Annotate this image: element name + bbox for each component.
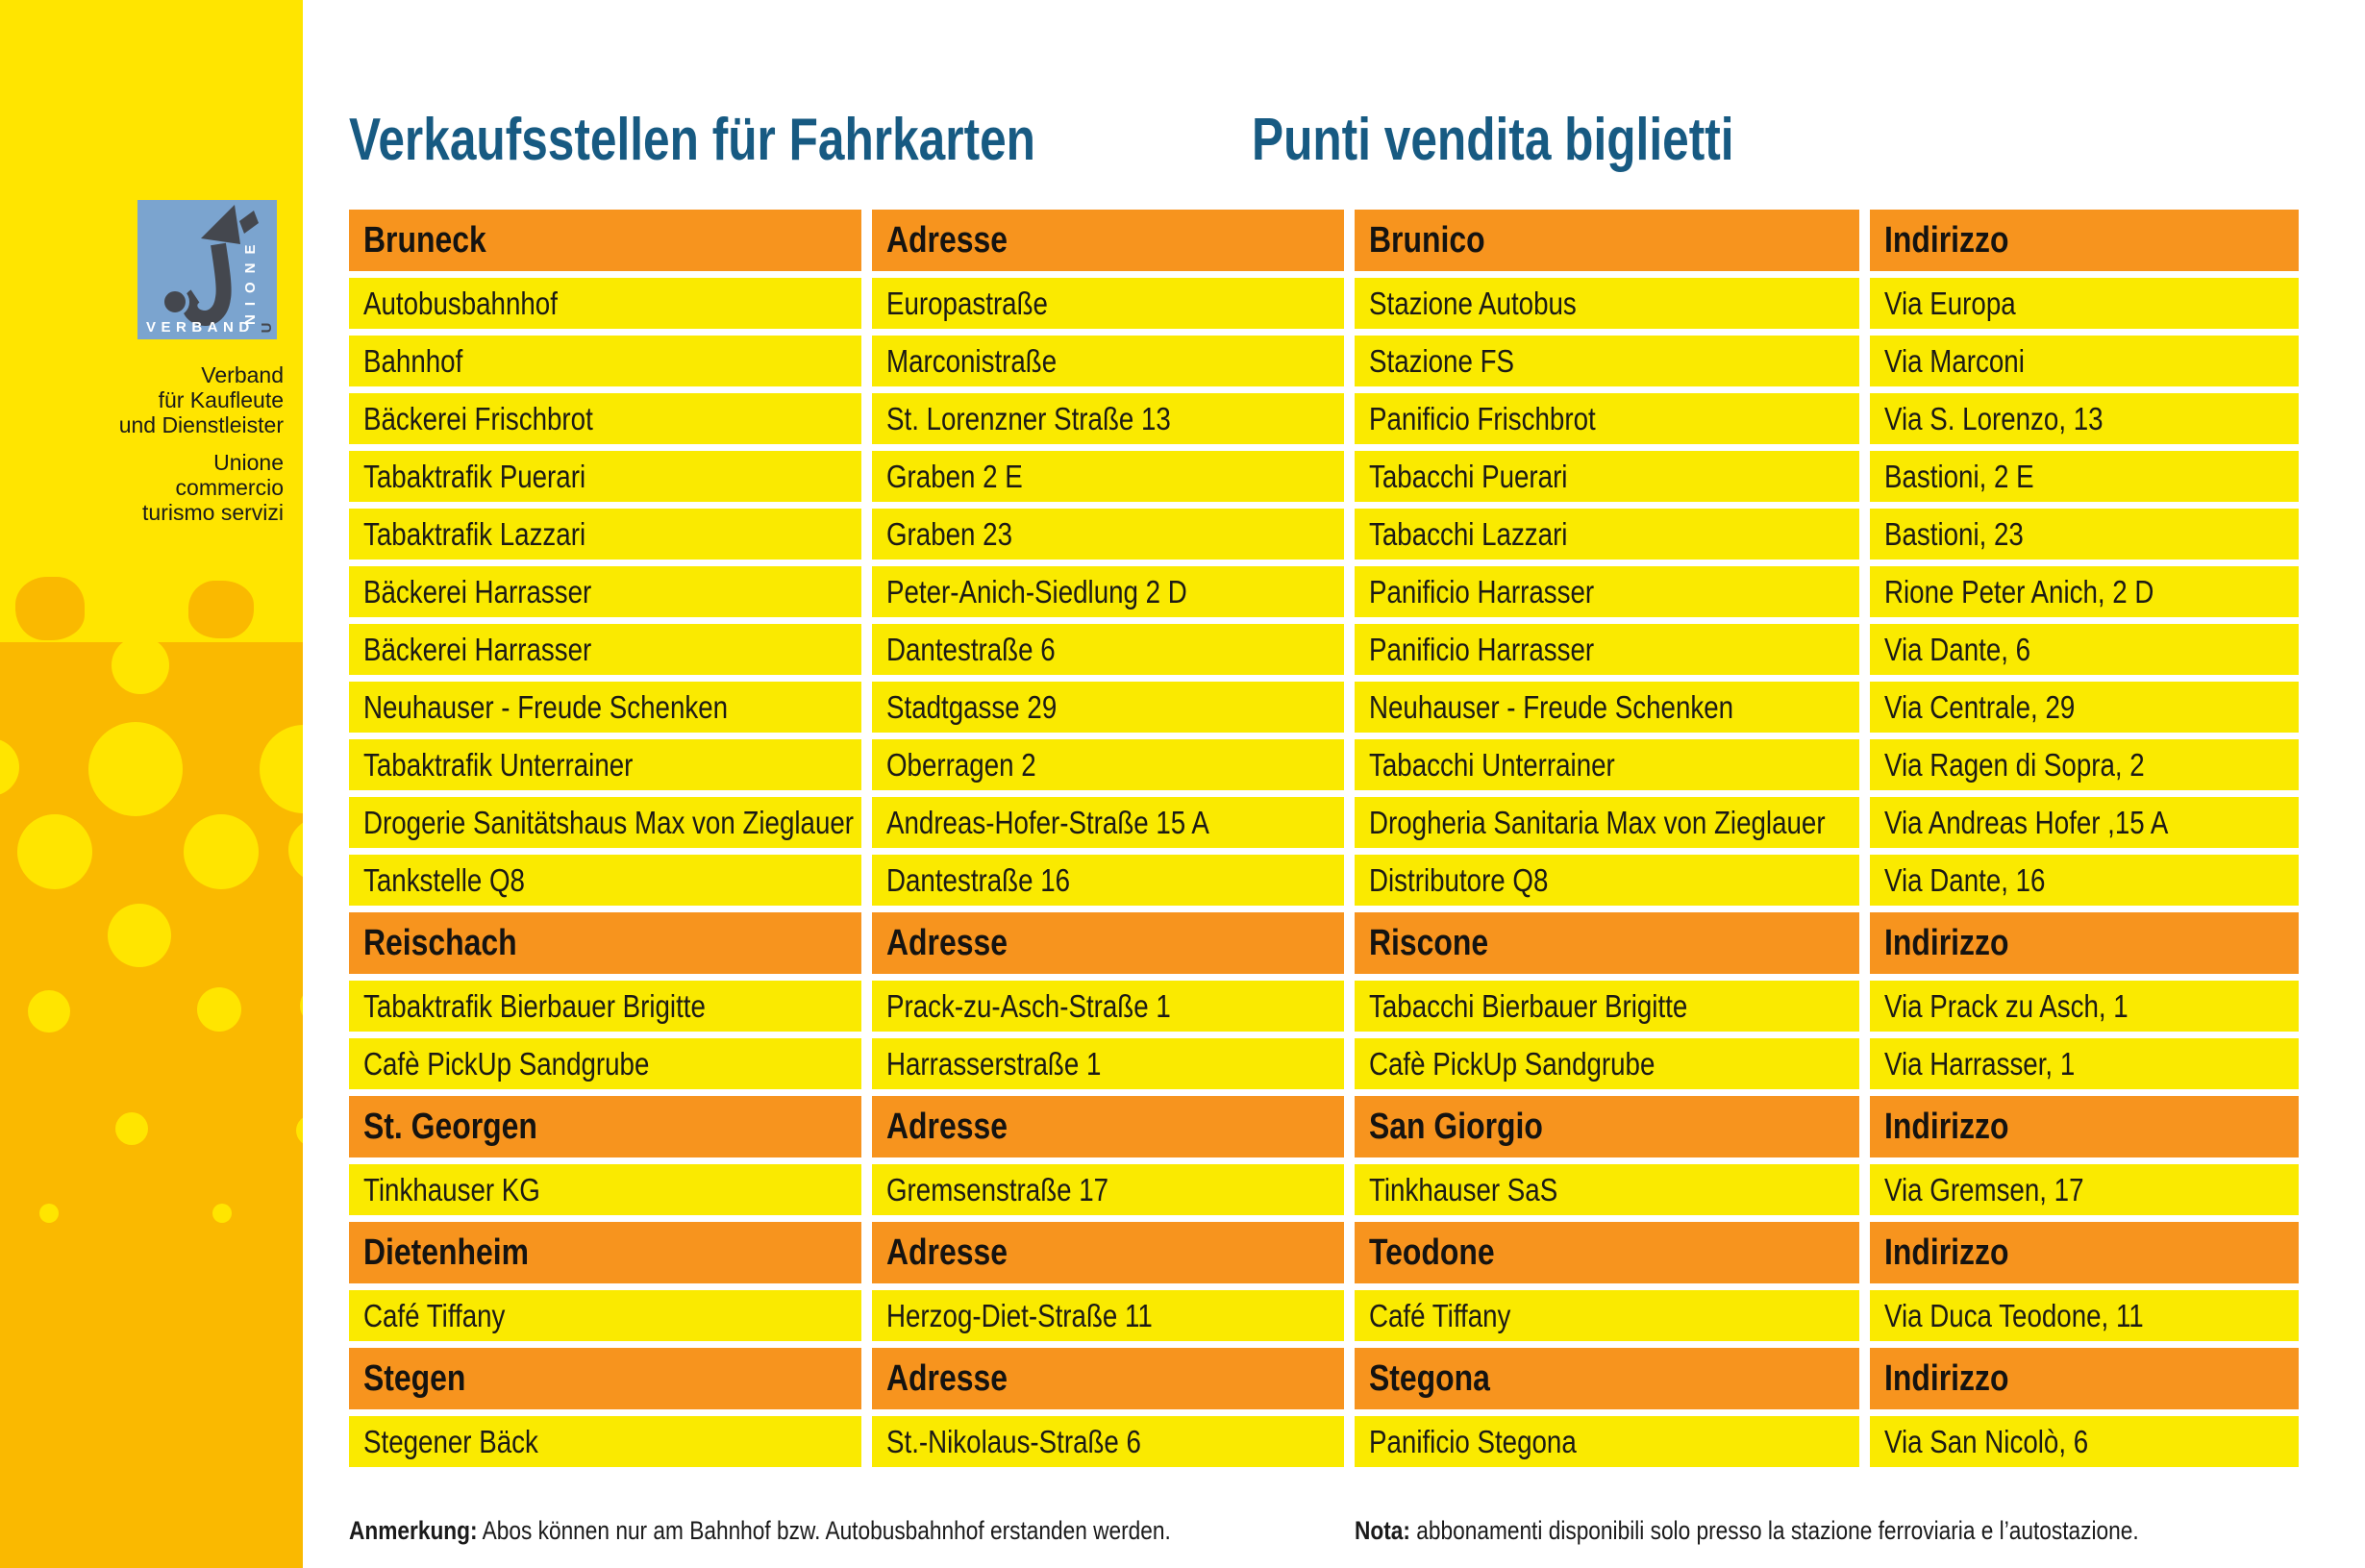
- table-cell: [1870, 278, 2299, 329]
- section-header-row: [349, 912, 2299, 974]
- table-cell-text: Gremsenstraße 17: [886, 1171, 1109, 1207]
- table-cell: [349, 393, 861, 444]
- table-cell: [1355, 1290, 1859, 1341]
- table-cell: [872, 278, 1344, 329]
- header-cell-label: Adresse: [886, 922, 1008, 963]
- table-cell: [349, 509, 861, 560]
- header-cell: [1355, 1348, 1859, 1409]
- table-cell-text: Via San Nicolò, 6: [1884, 1423, 2089, 1459]
- header-cell-label: Indirizzo: [1884, 1357, 2009, 1399]
- header-cell: [349, 210, 861, 271]
- table-cell: [872, 797, 1344, 848]
- table-row: [349, 1164, 2299, 1215]
- table-cell-text: Via Harrasser, 1: [1884, 1045, 2076, 1082]
- note-german-text: Abos können nur am Bahnhof bzw. Autobusbahnhof erstanden werden.: [477, 1516, 1171, 1545]
- table-cell-text: Via Dante, 6: [1884, 631, 2031, 667]
- table-row: [349, 336, 2299, 386]
- header-cell: [1870, 1222, 2299, 1283]
- header-cell-label: Dietenheim: [363, 1232, 530, 1273]
- header-cell: [1355, 912, 1859, 974]
- table-cell-text: Harrasserstraße 1: [886, 1045, 1102, 1082]
- table-cell: [1355, 393, 1859, 444]
- table-cell-text: Andreas-Hofer-Straße 15 A: [886, 804, 1209, 840]
- table-cell: [349, 1290, 861, 1341]
- header-cell: [1870, 1348, 2299, 1409]
- table-cell: [349, 336, 861, 386]
- table-cell: [1355, 509, 1859, 560]
- table-cell-text: Café Tiffany: [363, 1297, 506, 1333]
- section-header-row: [349, 1222, 2299, 1283]
- org-it-line: Unione: [213, 450, 284, 475]
- table-cell: [1355, 797, 1859, 848]
- header-cell: [1355, 1096, 1859, 1157]
- table-cell: [872, 566, 1344, 617]
- table-cell: [1355, 981, 1859, 1032]
- header-cell-label: San Giorgio: [1369, 1106, 1543, 1147]
- decorative-dot: [39, 1204, 59, 1223]
- logo-verband-label: VERBAND: [146, 319, 255, 336]
- table-cell-text: Bäckerei Frischbrot: [363, 400, 593, 436]
- header-cell: [349, 1222, 861, 1283]
- table-cell-text: St. Lorenzner Straße 13: [886, 400, 1171, 436]
- header-cell-label: Indirizzo: [1884, 922, 2009, 963]
- table-cell-text: Peter-Anich-Siedlung 2 D: [886, 573, 1187, 610]
- table-cell: [872, 1416, 1344, 1467]
- table-cell: [349, 855, 861, 906]
- table-cell: [1870, 1038, 2299, 1089]
- note-italian-text: abbonamenti disponibili solo presso la stazione ferroviaria e l’autostazione.: [1409, 1516, 2139, 1545]
- table-cell: [1355, 624, 1859, 675]
- org-de-line: Verband: [201, 362, 284, 387]
- table-cell-text: Tabacchi Unterrainer: [1369, 746, 1615, 783]
- table-cell-text: Tabacchi Lazzari: [1369, 515, 1568, 552]
- decorative-dot: [184, 814, 259, 889]
- note-german-label: Anmerkung:: [349, 1516, 478, 1545]
- table-cell-text: Tabaktrafik Lazzari: [363, 515, 586, 552]
- header-cell-label: Teodone: [1369, 1232, 1495, 1273]
- header-cell-label: St. Georgen: [363, 1106, 537, 1147]
- table-cell: [1355, 855, 1859, 906]
- header-cell: [872, 1348, 1344, 1409]
- table-cell: [1870, 682, 2299, 733]
- header-cell: [1870, 210, 2299, 271]
- org-de-line: für Kaufleute: [158, 387, 284, 412]
- table-cell-text: St.-Nikolaus-Straße 6: [886, 1423, 1141, 1459]
- table-cell: [1870, 624, 2299, 675]
- org-de-line: und Dienstleister: [118, 412, 284, 437]
- decorative-dot: [112, 636, 169, 694]
- table-cell: [1355, 336, 1859, 386]
- table-cell-text: Oberragen 2: [886, 746, 1036, 783]
- table-cell: [1870, 336, 2299, 386]
- table-cell: [1355, 682, 1859, 733]
- table-cell: [349, 624, 861, 675]
- table-cell-text: Cafè PickUp Sandgrube: [363, 1045, 650, 1082]
- table-cell-text: Herzog-Diet-Straße 11: [886, 1297, 1153, 1333]
- table: [349, 210, 2299, 1474]
- table-cell: [1355, 1416, 1859, 1467]
- table-cell-text: Tabacchi Bierbauer Brigitte: [1369, 987, 1688, 1024]
- header-cell: [1355, 210, 1859, 271]
- table-cell: [872, 981, 1344, 1032]
- table-cell: [349, 981, 861, 1032]
- note-italian: [1355, 1516, 2288, 1546]
- table-cell-text: Dantestraße 6: [886, 631, 1056, 667]
- header-cell-label: Stegona: [1369, 1357, 1490, 1399]
- table-cell: [349, 682, 861, 733]
- table-row: [349, 1038, 2299, 1089]
- decorative-sidebar: [0, 0, 303, 1568]
- table-cell-text: Via Centrale, 29: [1884, 688, 2076, 725]
- table-cell: [1870, 1416, 2299, 1467]
- table-cell: [1355, 1038, 1859, 1089]
- table-cell: [872, 624, 1344, 675]
- gold-blob: [188, 581, 254, 638]
- table-row: [349, 981, 2299, 1032]
- section-header-row: [349, 1348, 2299, 1409]
- table-cell-text: Bäckerei Harrasser: [363, 573, 592, 610]
- table-cell-text: Panificio Stegona: [1369, 1423, 1577, 1459]
- table-cell: [349, 451, 861, 502]
- header-cell: [872, 1222, 1344, 1283]
- table-cell-text: Bastioni, 2 E: [1884, 458, 2034, 494]
- table-cell-text: Marconistraße: [886, 342, 1058, 379]
- header-cell-label: Riscone: [1369, 922, 1489, 963]
- table-cell-text: Tankstelle Q8: [363, 861, 525, 898]
- table-cell: [872, 509, 1344, 560]
- header-cell: [349, 1096, 861, 1157]
- org-name-german: [0, 362, 284, 437]
- table-cell: [1870, 393, 2299, 444]
- table-cell: [349, 1164, 861, 1215]
- verband-unione-logo: [137, 200, 277, 339]
- table-row: [349, 1290, 2299, 1341]
- table-cell-text: Stazione Autobus: [1369, 285, 1577, 321]
- note-italian-label: Nota:: [1355, 1516, 1410, 1545]
- table-cell: [1870, 797, 2299, 848]
- table-cell-text: Distributore Q8: [1369, 861, 1549, 898]
- table-cell: [349, 739, 861, 790]
- table-cell: [872, 393, 1344, 444]
- table-cell: [349, 1416, 861, 1467]
- table-row: [349, 797, 2299, 848]
- table-cell-text: Via Prack zu Asch, 1: [1884, 987, 2128, 1024]
- table-cell-text: Cafè PickUp Sandgrube: [1369, 1045, 1656, 1082]
- table-row: [349, 278, 2299, 329]
- header-cell-label: Brunico: [1369, 219, 1485, 261]
- table-cell: [1870, 855, 2299, 906]
- table-cell-text: Tabaktrafik Unterrainer: [363, 746, 634, 783]
- logo-unione-u: U: [259, 322, 275, 334]
- decorative-dot: [197, 987, 241, 1032]
- logo-unione-label: NIONE: [242, 236, 259, 325]
- table-cell: [872, 1038, 1344, 1089]
- header-cell-label: Reischach: [363, 922, 517, 963]
- table-cell: [872, 855, 1344, 906]
- header-cell: [1870, 912, 2299, 974]
- table-cell-text: Via Dante, 16: [1884, 861, 2046, 898]
- page-title-german: Verkaufsstellen für Fahrkarten: [349, 107, 1035, 173]
- page-title-italian: Punti vendita biglietti: [1252, 107, 1734, 173]
- header-cell-label: Adresse: [886, 1232, 1008, 1273]
- table-cell: [1870, 1290, 2299, 1341]
- decorative-dot: [108, 904, 171, 967]
- table-row: [349, 451, 2299, 502]
- table-cell-text: Tabaktrafik Puerari: [363, 458, 586, 494]
- org-it-line: turismo servizi: [142, 500, 284, 525]
- table-cell: [1870, 566, 2299, 617]
- header-cell-label: Indirizzo: [1884, 1232, 2009, 1273]
- table-row: [349, 509, 2299, 560]
- table-cell-text: Tabacchi Puerari: [1369, 458, 1568, 494]
- table-cell-text: Stadtgasse 29: [886, 688, 1058, 725]
- table-cell-text: Stegener Bäck: [363, 1423, 538, 1459]
- table-cell-text: Café Tiffany: [1369, 1297, 1511, 1333]
- header-cell: [872, 210, 1344, 271]
- table-cell-text: Autobusbahnhof: [363, 285, 558, 321]
- table-cell-text: Neuhauser - Freude Schenken: [1369, 688, 1734, 725]
- org-name-italian: [0, 450, 284, 525]
- table-cell: [1355, 451, 1859, 502]
- table-cell-text: Via Marconi: [1884, 342, 2025, 379]
- table-cell-text: Via Ragen di Sopra, 2: [1884, 746, 2145, 783]
- table-cell-text: Bastioni, 23: [1884, 515, 2024, 552]
- table-row: [349, 1416, 2299, 1467]
- header-cell: [872, 912, 1344, 974]
- table-cell: [1355, 1164, 1859, 1215]
- table-cell-text: Drogheria Sanitaria Max von Zieglauer: [1369, 804, 1826, 840]
- table-cell-text: Panificio Frischbrot: [1369, 400, 1596, 436]
- section-header-row: [349, 1096, 2299, 1157]
- header-cell: [872, 1096, 1344, 1157]
- table-cell-text: Graben 2 E: [886, 458, 1023, 494]
- table-cell: [1870, 1164, 2299, 1215]
- header-cell-label: Adresse: [886, 219, 1008, 261]
- table-cell-text: Bahnhof: [363, 342, 463, 379]
- table-cell-text: Dantestraße 16: [886, 861, 1071, 898]
- table-cell-text: Bäckerei Harrasser: [363, 631, 592, 667]
- table-row: [349, 624, 2299, 675]
- table-cell-text: Tabaktrafik Bierbauer Brigitte: [363, 987, 706, 1024]
- table-row: [349, 682, 2299, 733]
- header-cell: [349, 912, 861, 974]
- decorative-dot: [28, 990, 70, 1033]
- header-cell-label: Bruneck: [363, 219, 486, 261]
- table-cell: [872, 739, 1344, 790]
- table-cell: [1870, 509, 2299, 560]
- table-cell-text: Graben 23: [886, 515, 1013, 552]
- table-cell-text: Rione Peter Anich, 2 D: [1884, 573, 2154, 610]
- table-row: [349, 739, 2299, 790]
- table-cell-text: Prack-zu-Asch-Straße 1: [886, 987, 1171, 1024]
- header-cell-label: Indirizzo: [1884, 1106, 2009, 1147]
- header-cell: [349, 1348, 861, 1409]
- table-cell: [349, 278, 861, 329]
- section-header-row: [349, 210, 2299, 271]
- decorative-dot: [115, 1112, 148, 1145]
- decorative-dot: [17, 814, 92, 889]
- table-cell-text: Via S. Lorenzo, 13: [1884, 400, 2104, 436]
- header-cell: [1870, 1096, 2299, 1157]
- table-cell: [349, 566, 861, 617]
- org-it-line: commercio: [175, 475, 284, 500]
- table-cell-text: Panificio Harrasser: [1369, 631, 1595, 667]
- table-cell: [1355, 739, 1859, 790]
- header-cell-label: Stegen: [363, 1357, 466, 1399]
- table-cell: [872, 1164, 1344, 1215]
- table-cell: [1355, 566, 1859, 617]
- table-cell-text: Via Gremsen, 17: [1884, 1171, 2084, 1207]
- table-cell-text: Via Europa: [1884, 285, 2016, 321]
- header-cell-label: Adresse: [886, 1106, 1008, 1147]
- table-cell: [872, 1290, 1344, 1341]
- table-cell: [1870, 739, 2299, 790]
- table-cell: [1355, 278, 1859, 329]
- table-cell: [872, 682, 1344, 733]
- table-cell: [349, 797, 861, 848]
- table-row: [349, 393, 2299, 444]
- header-cell-label: Adresse: [886, 1357, 1008, 1399]
- page-title: [349, 106, 1855, 174]
- note-german: [349, 1516, 1328, 1546]
- table-cell-text: Panificio Harrasser: [1369, 573, 1595, 610]
- table-cell-text: Drogerie Sanitätshaus Max von Zieglauer: [363, 804, 855, 840]
- gold-blob: [15, 577, 85, 640]
- table-cell-text: Europastraße: [886, 285, 1048, 321]
- table-cell-text: Stazione FS: [1369, 342, 1515, 379]
- table-cell: [1870, 981, 2299, 1032]
- table-cell: [872, 451, 1344, 502]
- header-cell-label: Indirizzo: [1884, 219, 2009, 261]
- table-cell: [349, 1038, 861, 1089]
- table-cell-text: Tinkhauser SaS: [1369, 1171, 1558, 1207]
- table-row: [349, 855, 2299, 906]
- header-cell: [1355, 1222, 1859, 1283]
- table-cell: [1870, 451, 2299, 502]
- table-cell-text: Via Andreas Hofer ,15 A: [1884, 804, 2169, 840]
- table-cell-text: Neuhauser - Freude Schenken: [363, 688, 729, 725]
- decorative-dot: [212, 1204, 232, 1223]
- table-row: [349, 566, 2299, 617]
- decorative-dot: [88, 722, 183, 816]
- table-cell-text: Via Duca Teodone, 11: [1884, 1297, 2144, 1333]
- table-cell-text: Tinkhauser KG: [363, 1171, 540, 1207]
- table-cell: [872, 336, 1344, 386]
